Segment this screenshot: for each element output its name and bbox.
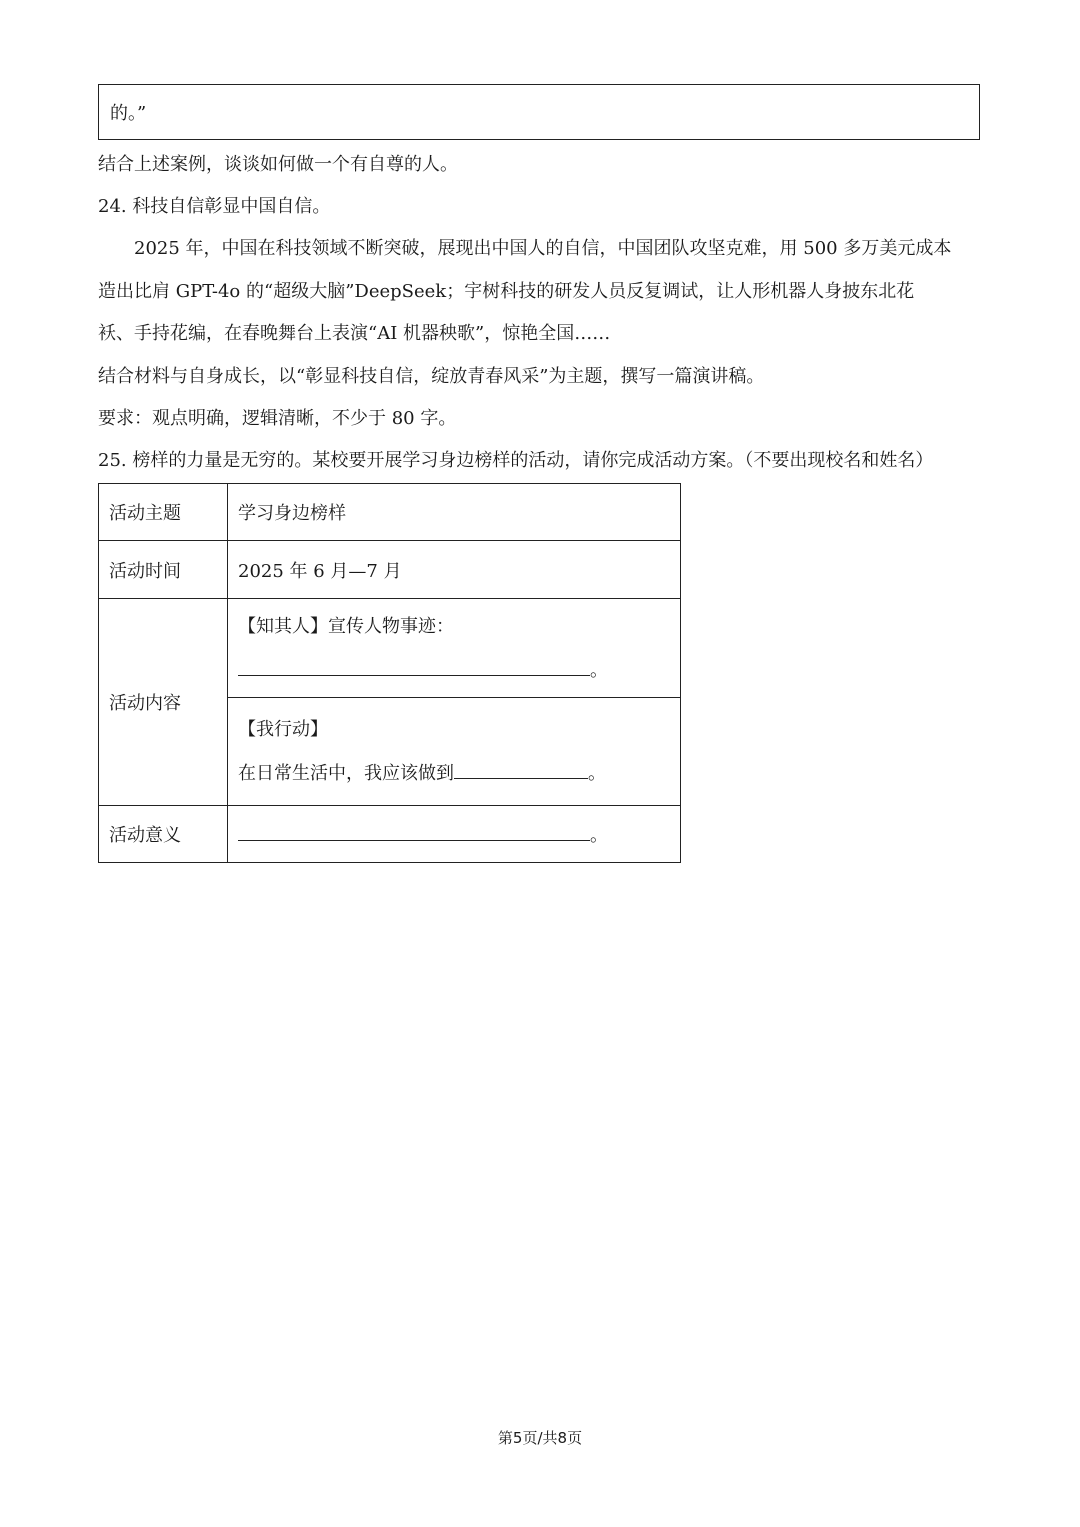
theme-label: 活动主题 [99, 484, 228, 541]
table-row-meaning [99, 806, 681, 863]
q24-title: 24. 科技自信彰显中国自信。 [98, 196, 331, 217]
content-part-1 [228, 599, 681, 698]
quote-box-text: 的。” [110, 103, 147, 124]
part2-blank[interactable] [454, 760, 588, 779]
time-label: 活动时间 [99, 541, 228, 599]
q24-task: 结合材料与自身成长，以“彰显科技自信，绽放青春风采”为主题，撰写一篇演讲稿。 [98, 366, 765, 387]
content-label: 活动内容 [99, 599, 228, 806]
part2-answer-line[interactable] [238, 760, 670, 785]
part1-blank[interactable] [238, 657, 590, 676]
part2-period: 。 [588, 763, 606, 784]
part1-answer-line[interactable] [238, 657, 670, 682]
q25-title: 25. 榜样的力量是无穷的。某校要开展学习身边榜样的活动，请你完成活动方案。（不要出现校名和姓名） [98, 450, 934, 471]
q23-prompt: 结合上述案例，谈谈如何做一个有自尊的人。 [98, 154, 458, 175]
content-part-2 [228, 698, 681, 806]
part2-heading: 【我行动】 [238, 719, 328, 740]
table-row-time [99, 541, 681, 599]
part1-period: 。 [590, 659, 608, 681]
activity-plan-table [98, 483, 681, 863]
table-row-theme [99, 484, 681, 541]
q24-material-line-1: 2025 年，中国在科技领域不断突破，展现出中国人的自信，中国团队攻坚克难，用 500 多万美元成本 [134, 238, 952, 259]
quote-box [98, 84, 980, 140]
q24-material-line-3: 袄、手持花编，在春晚舞台上表演“AI 机器秧歌”，惊艳全国…… [98, 323, 611, 344]
meaning-blank[interactable] [238, 822, 590, 841]
time-value: 2025 年 6 月—7 月 [228, 541, 681, 599]
part1-heading: 【知其人】宣传人物事迹： [238, 615, 454, 637]
table-row-content-1 [99, 599, 681, 698]
meaning-answer[interactable] [228, 806, 681, 863]
meaning-label: 活动意义 [99, 806, 228, 863]
part2-prompt: 在日常生活中，我应该做到 [238, 763, 454, 784]
q24-requirement: 要求：观点明确，逻辑清晰，不少于 80 字。 [98, 408, 457, 429]
theme-value: 学习身边榜样 [228, 484, 681, 541]
meaning-period: 。 [590, 825, 608, 846]
page-indicator: 第5页/共8页 [497, 1429, 583, 1447]
q24-material-line-2: 造出比肩 GPT-4o 的“超级大脑”DeepSeek；宇树科技的研发人员反复调试，让人形机器人身披东北花 [98, 281, 915, 302]
